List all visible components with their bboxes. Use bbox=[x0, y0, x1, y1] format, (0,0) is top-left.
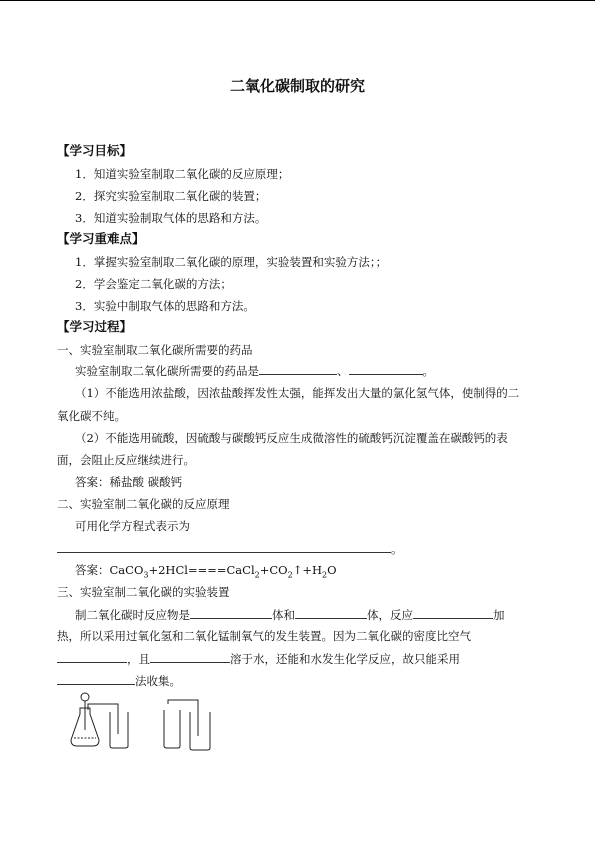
answer2-part: +2HCl====CaCl bbox=[148, 563, 255, 577]
keypoints-heading: 【学习重难点】 bbox=[57, 231, 145, 246]
funnel-bulb bbox=[81, 693, 89, 701]
gas-jar bbox=[110, 712, 128, 748]
blank-density[interactable] bbox=[57, 650, 127, 663]
objective-item-1: 1．知道实验室制取二氧化碳的反应原理； bbox=[75, 167, 290, 181]
objectives-heading: 【学习目标】 bbox=[57, 143, 133, 158]
note1-line2: 氧化碳不纯。 bbox=[57, 409, 126, 423]
section3-text: 加 bbox=[493, 608, 505, 622]
section3-title: 三、实验室制二氧化碳的实验装置 bbox=[57, 585, 230, 599]
section3-line4 bbox=[57, 672, 181, 689]
apparatus-collection-setup bbox=[162, 696, 224, 754]
keypoint-item-2: 2．学会鉴定二氧化碳的方法； bbox=[75, 277, 232, 291]
subscript: 2 bbox=[254, 570, 260, 580]
section1-question-text: 实验室制取二氧化碳所需要的药品是 bbox=[75, 364, 259, 378]
answer2-part: ↑+H bbox=[292, 563, 322, 577]
blank-heating[interactable] bbox=[413, 606, 493, 619]
section2-question: 可用化学方程式表示为 bbox=[75, 519, 190, 533]
section3-text: 溶于水，还能和水发生化学反应，故只能采用 bbox=[230, 652, 460, 666]
note2-line1: （2）不能选用硫酸，因硫酸与碳酸钙反应生成微溶性的硫酸钙沉淀覆盖在碳酸钙的表 bbox=[75, 431, 508, 445]
section3-text: 体，反应 bbox=[367, 608, 413, 622]
equation-blank-row bbox=[57, 540, 403, 557]
answer2-part: 答案：CaCO bbox=[75, 563, 144, 577]
section3-text: ，且 bbox=[127, 652, 150, 666]
answer-1: 答案：稀盐酸 碳酸钙 bbox=[75, 475, 183, 489]
section1-title: 一、实验室制取二氧化碳所需要的药品 bbox=[57, 343, 253, 357]
page-title: 二氧化碳制取的研究 bbox=[229, 77, 365, 95]
subscript: 2 bbox=[322, 570, 328, 580]
separator: 、 bbox=[337, 364, 349, 378]
period: 。 bbox=[422, 364, 434, 378]
keypoint-item-1: 1．掌握实验室制取二氧化碳的原理，实验装置和实验方法；； bbox=[75, 255, 388, 269]
section2-title: 二、实验室制二氧化碳的反应原理 bbox=[57, 497, 230, 511]
blank-collection-method[interactable] bbox=[57, 672, 135, 685]
blank-reactant-1[interactable] bbox=[190, 606, 272, 619]
subscript: 3 bbox=[143, 570, 149, 580]
section3-line3 bbox=[57, 650, 460, 667]
top-border bbox=[0, 0, 595, 1]
keypoint-item-3: 3．实验中制取气体的思路和方法。 bbox=[75, 299, 255, 313]
section3-text: 体和 bbox=[272, 608, 295, 622]
period: 。 bbox=[391, 542, 403, 556]
section3-line1 bbox=[75, 606, 505, 623]
delivery-tube bbox=[88, 704, 118, 734]
process-heading: 【学习过程】 bbox=[57, 319, 133, 334]
blank-reactant-2[interactable] bbox=[295, 606, 367, 619]
blank-reagent-1[interactable] bbox=[259, 362, 337, 375]
answer2-part: +CO bbox=[259, 563, 288, 577]
blank-equation[interactable] bbox=[57, 540, 391, 553]
answer-2 bbox=[75, 562, 337, 583]
answer2-part: O bbox=[327, 563, 337, 577]
note2-line2: 面，会阻止反应继续进行。 bbox=[57, 453, 195, 467]
blank-solubility[interactable] bbox=[150, 650, 230, 663]
section3-text: 制二氧化碳时反应物是 bbox=[75, 608, 190, 622]
subscript: 2 bbox=[287, 570, 293, 580]
test-tube bbox=[164, 710, 180, 748]
section3-line2: 热，所以采用过氧化氢和二氧化锰制氧气的发生装置。因为二氧化碳的密度比空气 bbox=[57, 629, 471, 643]
objective-item-3: 3．知道实验制取气体的思路和方法。 bbox=[75, 211, 267, 225]
section1-question bbox=[75, 362, 434, 379]
delivery-tube bbox=[168, 700, 198, 736]
gas-jar bbox=[190, 712, 210, 750]
objective-item-2: 2．探究实验室制取二氧化碳的装置； bbox=[75, 189, 267, 203]
note1-line1: （1）不能选用浓盐酸，因浓盐酸挥发性太强，能挥发出大量的氯化氢气体，使制得的二 bbox=[75, 386, 520, 400]
apparatus-flask-setup bbox=[66, 690, 136, 752]
section3-text: 法收集。 bbox=[135, 674, 181, 688]
blank-reagent-2[interactable] bbox=[349, 362, 423, 375]
